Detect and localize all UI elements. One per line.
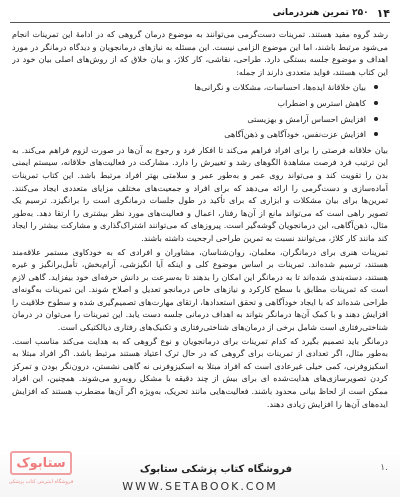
paragraph: درمانگر باید تصمیم بگیرد که کدام تمرینات برای درمانجویان و نوع گروهی که به هدایت می‌کند مناسب است. به‌طور مثال، اگر تعدادی از تمرینات برای گروهی که در حال ترک اعتیاد هستند مرتبط باشد. اگر افراد مبتلا به اسکیزوفرنی، کمی خیلی غیرعادی است که افراد مبتلا به اسکیزوفرنی نه گاهی نشستن، درون‌نگر بودن و تمرکز کردن تصویرسازی‌های هدایت‌شده ای برای بیش از چند دقیقه با مشکل روبه‌رو می‌شوند. همچنین، این افراد ممکن است از لحاظ بیانی محدود باشند. فعالیت‌هایی مانند تحریک، به‌ویژه اگر آن‌ها مضطرب هستند که افزایش ایده‌های آن‌ها را افزایش زیادی دهند. <box>12 335 388 409</box>
running-title: ۲۵۰ تمرین هنردرمانی <box>272 8 369 18</box>
list-item: افزایش احساس آرامش و بهزیستی <box>12 113 366 126</box>
website-url[interactable]: WWW.SETABOOK.COM <box>122 480 278 493</box>
store-name: فروشگاه کتاب پزشکی ستابوک <box>139 464 292 475</box>
logo-tagline: فروشگاه اینترنتی کتاب پزشکی <box>8 479 74 485</box>
paragraph: تمرینات هنری برای درمانگران، معلمان، روان‌شناسان، مشاوران و افرادی که به خودکاوی مستمر علاقه‌مند هستند، ترسیم شده‌اند. تمرینات بر اساس موضوع کلی و اینکه آیا انگیزشی، آرام‌بخش، تأمل‌برانگیز و غیره هستند، دسته‌بندی شده‌اند تا به درمانگر این امکان را بدهند تا به‌سرعت بر دانش حرفه‌ای خود بیفزاید. گاهی لازم است که تمرینات مطابق با سطح کارکرد و نیازهای خاص درمانجو تعدیل و اصلاح شوند. این تمرینات به‌گونه‌ای طراحی شده‌اند که با ایجاد خودآگاهی و تحقق استعدادها، ارتقای مهارت‌های تصمیم‌گیری شده و سطوح خلاقیت را افزایش دهند و با کمک آن‌ها درمانگر بتواند به اهداف درمانی جلسه دست یابد. این تمرینات را می‌توان در درمان شناختی‌رفتاری است شامل برخی از درمان‌های شناختی‌رفتاری و تکنیک‌های رفتاری دیالکتیکی است. <box>12 246 388 333</box>
body-text <box>12 28 388 447</box>
paragraph: رشد گروه مفید هستند. تمرینات دست‌گرمی می‌توانند به موضوع درمان گروهی که در ادامهٔ این تمرینات انجام می‌شود مرتبط باشند، اما این موضوع الزامی نیست. این مسئله به نیازهای درمانجویان و دیدگاه درمانگر در مورد اهداف و موضوع جلسه بستگی دارد. طراحی، نقاشی، کار کلاژ، و بیان خلاق که از روش‌های اصلی بیان خود در این کتاب هستند، فواید متعددی دارند از جمله: <box>12 29 388 77</box>
header-rule <box>10 22 390 23</box>
benefits-list <box>12 81 388 140</box>
list-item: کاهش استرس و اضطراب <box>12 97 366 110</box>
list-item: افزایش عزت‌نفس، خودآگاهی و ذهن‌آگاهی <box>12 128 366 141</box>
page-number: ۱۴ <box>376 6 390 20</box>
setabook-logo <box>10 451 72 475</box>
page-header <box>10 6 390 20</box>
footnote-mark: ۱. <box>380 463 388 473</box>
paragraph: بیان خلاقانه فرصتی را برای افراد فراهم می‌کند تا افکار فرد و رجوع به آن‌ها در صورت لزوم فراهم می‌کند. به این ترتیب فرد فرصت مشاهدهٔ الگوهای رشد و تغییرش را دارد. مشارکت در فعالیت‌های خلاقانه، سیستم ایمنی بدن را تقویت کند و می‌تواند روی عمر و به‌طور عمر و سلامتی بهتر افراد مرتبط باشد. این کتاب تمرینات آماده‌سازی و دست‌گرمی را ارائه می‌دهد که برای افراد و جمعیت‌های مختلف مزایای متعددی ایجاد می‌کنند. تمرین‌ها برای بیان مشکلات و ابزاری که برای تأکید در طول جلسات درمانگری است را برانگیزد. ترسیم یک تصویر راهی است که می‌تواند مانع از آن‌ها رفتار، اعمال و فعالیت‌های مورد نظر بیشتری را ارتقا دهد. به‌طور مثال، ذهن‌آگاهی، این درمانجویان گوشه‌گیر است. پیروزهای که می‌توانند اشتراک‌گذاری و مشارکت بیشتر را ایجاد کند مانند کار کلاژ، می‌توانند نسبت به تمرین طراحی ارجحیت داشته باشند. <box>12 144 388 243</box>
list-item: بیان خلاقانهٔ ایده‌ها، احساسات، مشکلات و نگرانی‌ها <box>12 81 366 94</box>
logo-wordmark: ستابوک <box>16 455 66 471</box>
watermark-footer <box>0 447 400 497</box>
